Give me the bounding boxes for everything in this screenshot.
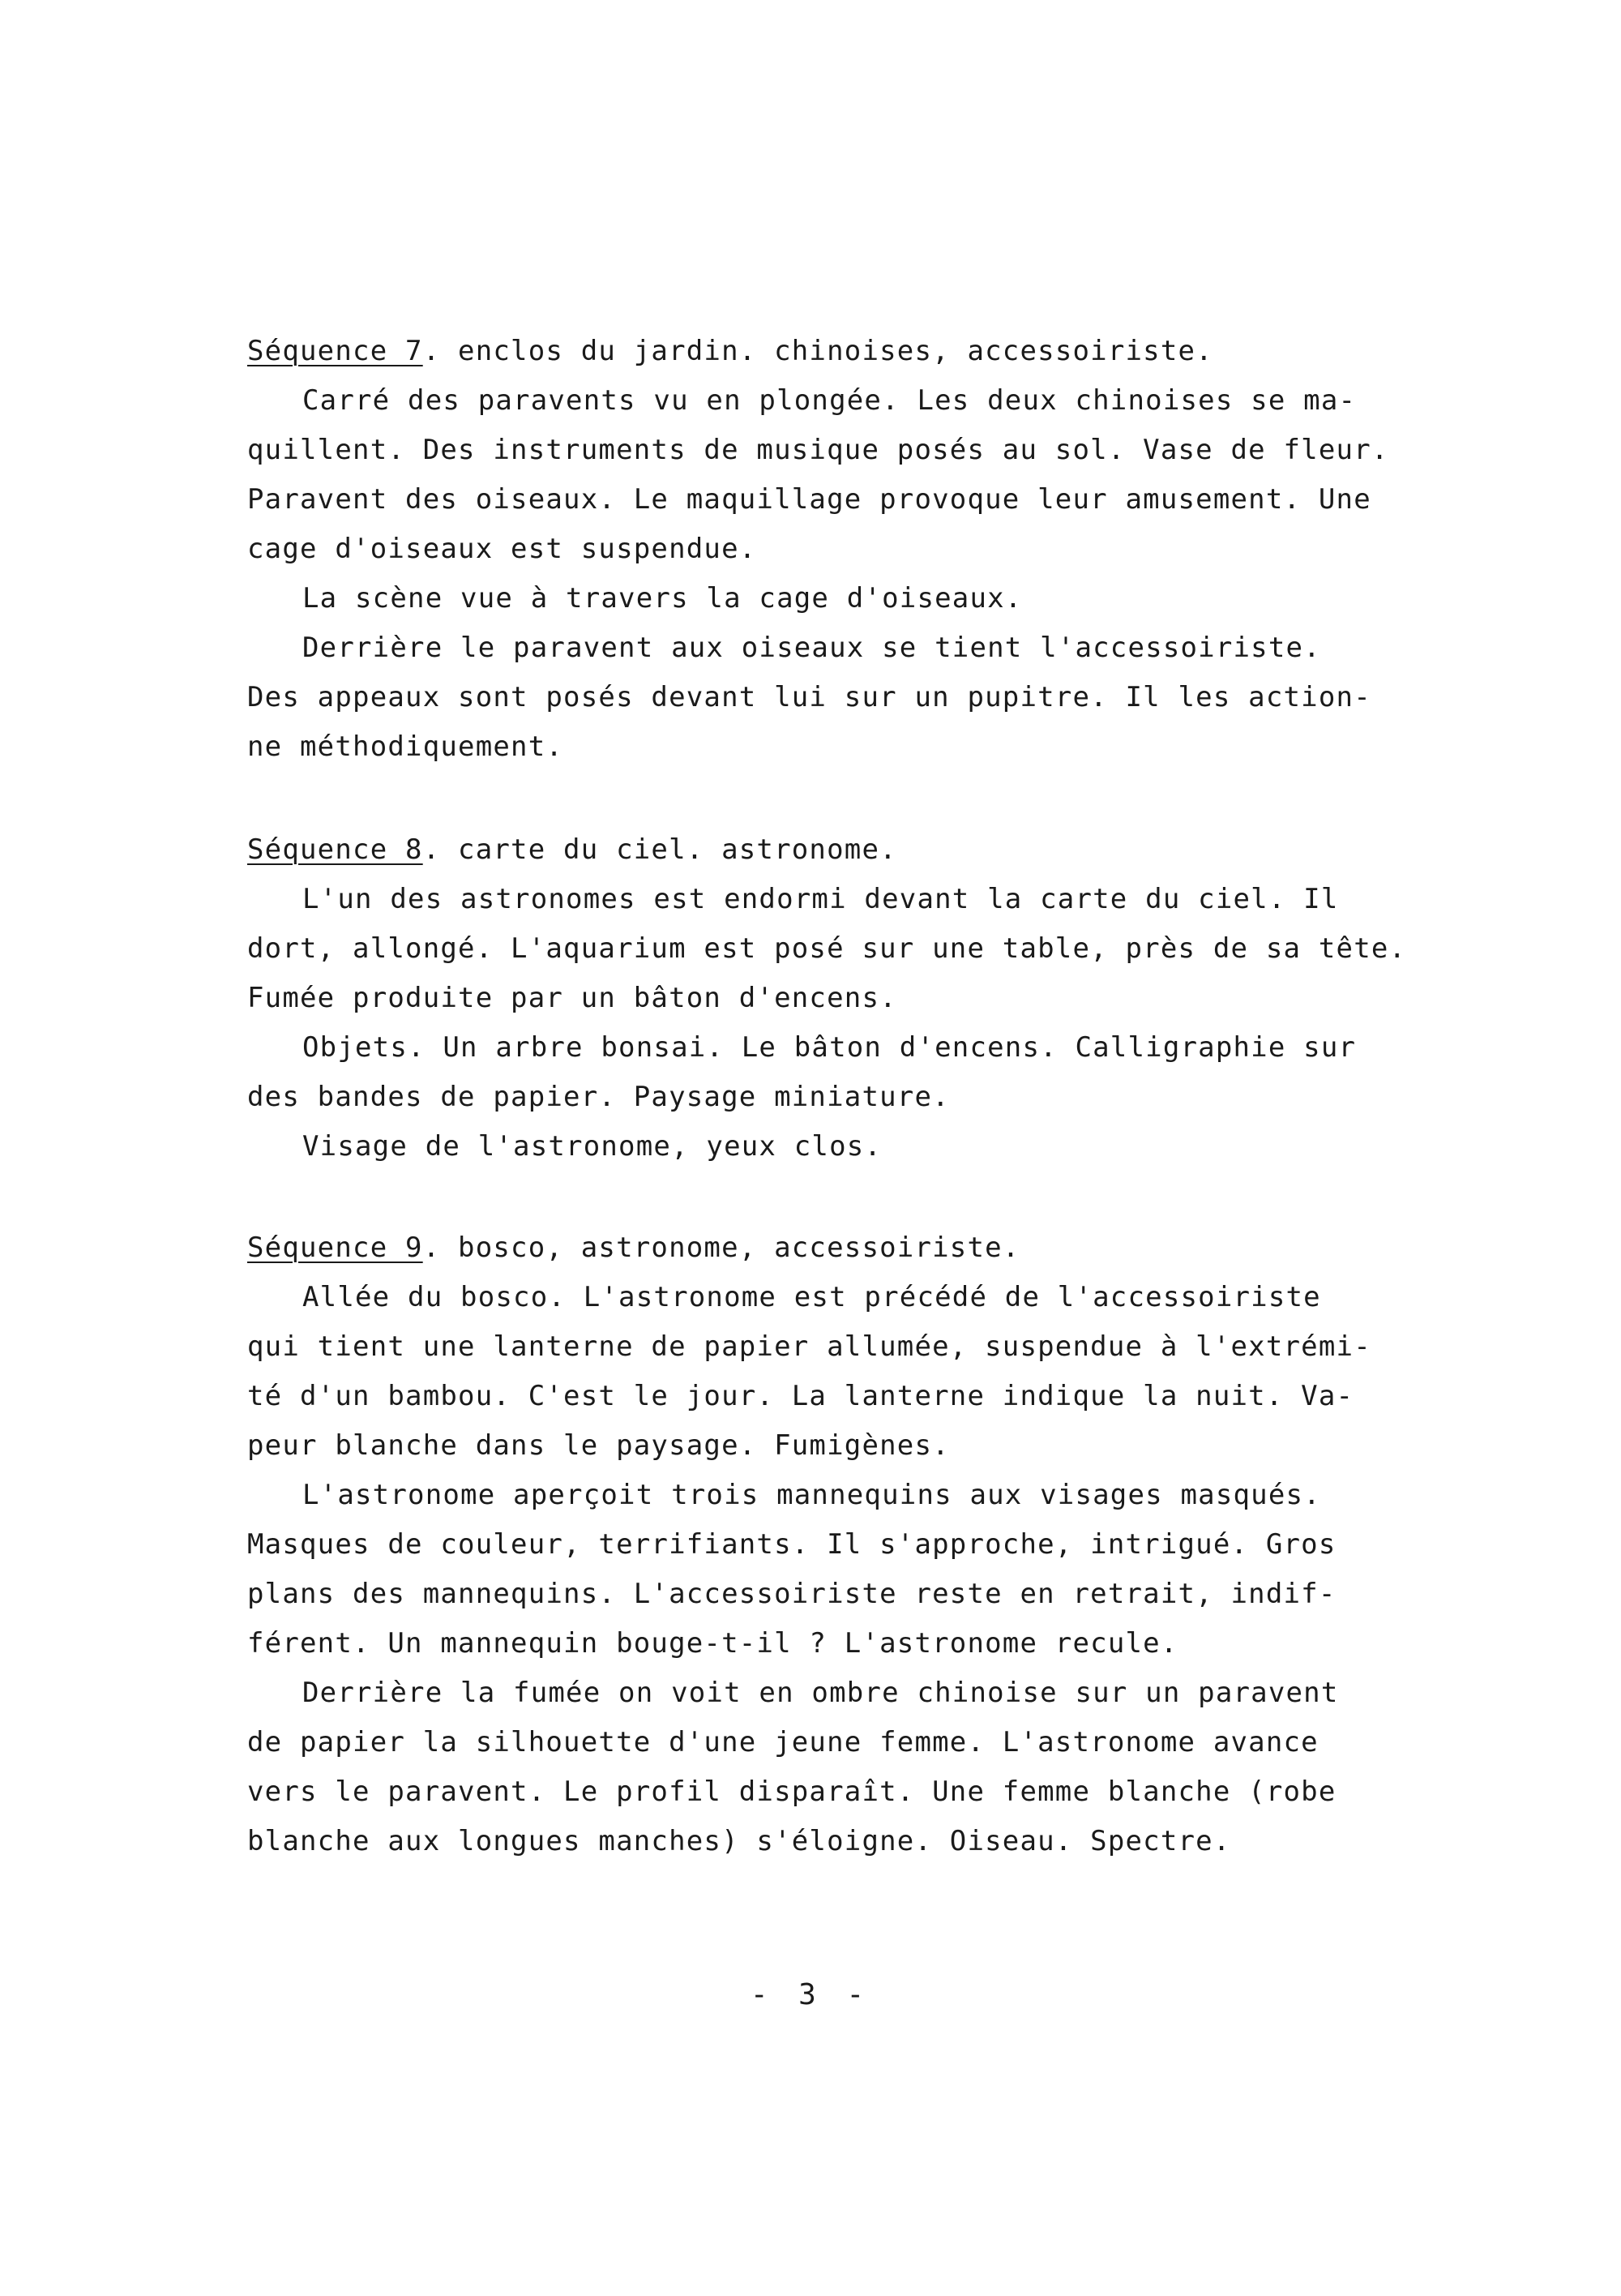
sequence-heading <box>247 1223 1463 1273</box>
sequence-label: Séquence 9 <box>247 1232 423 1264</box>
sequence-heading <box>247 327 1463 376</box>
page-number: - 3 - <box>750 1978 871 2011</box>
paragraph-line: quillent. Des instruments de musique posés au sol. Vase de fleur. <box>247 434 1389 466</box>
sequence-label: Séquence 7 <box>247 335 423 367</box>
paragraph-line: té d'un bambou. C'est le jour. La lanterne indique la nuit. Va- <box>247 1380 1354 1412</box>
sequence-8-block <box>247 825 1463 1172</box>
paragraph-line: peur blanche dans le paysage. Fumigènes. <box>247 1429 950 1462</box>
sequence-heading-rest: . carte du ciel. astronome. <box>422 833 897 866</box>
paragraph-line: Objets. Un arbre bonsai. Le bâton d'encens. Calligraphie sur <box>302 1031 1357 1064</box>
paragraph-line: Visage de l'astronome, yeux clos. <box>302 1130 883 1163</box>
paragraph-line: Derrière la fumée on voit en ombre chinoise sur un paravent <box>302 1677 1339 1709</box>
paragraph-line: Carré des paravents vu en plongée. Les deux chinoises se ma- <box>302 384 1357 417</box>
paragraph-line: vers le paravent. Le profil disparaît. Une femme blanche (robe <box>247 1776 1337 1808</box>
paragraph-line: des bandes de papier. Paysage miniature. <box>247 1081 950 1113</box>
paragraph-line: L'un des astronomes est endormi devant la carte du ciel. Il <box>302 883 1339 915</box>
paragraph-line: Masques de couleur, terrifiants. Il s'approche, intrigué. Gros <box>247 1528 1337 1561</box>
paragraph-line: plans des mannequins. L'accessoiriste reste en retrait, indif- <box>247 1578 1337 1610</box>
sequence-heading-rest: . enclos du jardin. chinoises, accessoiriste. <box>422 335 1213 367</box>
paragraph-line: de papier la silhouette d'une jeune femme. L'astronome avance <box>247 1726 1319 1758</box>
paragraph-line: Paravent des oiseaux. Le maquillage provoque leur amusement. Une <box>247 483 1371 516</box>
sequence-heading-rest: . bosco, astronome, accessoiriste. <box>422 1232 1020 1264</box>
paragraph-line: L'astronome aperçoit trois mannequins aux visages masqués. <box>302 1479 1321 1511</box>
paragraph-line: qui tient une lanterne de papier allumée, suspendue à l'extrémi- <box>247 1330 1371 1363</box>
sequence-heading <box>247 825 1463 875</box>
paragraph-line: férent. Un mannequin bouge-t-il ? L'astronome recule. <box>247 1627 1178 1660</box>
paragraph-line: dort, allongé. L'aquarium est posé sur une table, près de sa tête. <box>247 932 1407 965</box>
sequence-9-block <box>247 1223 1463 1866</box>
paragraph-line: Des appeaux sont posés devant lui sur un pupitre. Il les action- <box>247 681 1371 713</box>
paragraph-line: Allée du bosco. L'astronome est précédé de l'accessoiriste <box>302 1281 1321 1313</box>
sequence-label: Séquence 8 <box>247 833 423 866</box>
paragraph-line: Fumée produite par un bâton d'encens. <box>247 982 897 1014</box>
sequence-7-block <box>247 327 1463 772</box>
paragraph-line: ne méthodiquement. <box>247 730 564 763</box>
paragraph-line: Derrière le paravent aux oiseaux se tient l'accessoiriste. <box>302 632 1321 664</box>
paragraph-line: La scène vue à travers la cage d'oiseaux. <box>302 582 1023 615</box>
paragraph-line: cage d'oiseaux est suspendue. <box>247 533 757 565</box>
paragraph-line: blanche aux longues manches) s'éloigne. Oiseau. Spectre. <box>247 1825 1231 1857</box>
